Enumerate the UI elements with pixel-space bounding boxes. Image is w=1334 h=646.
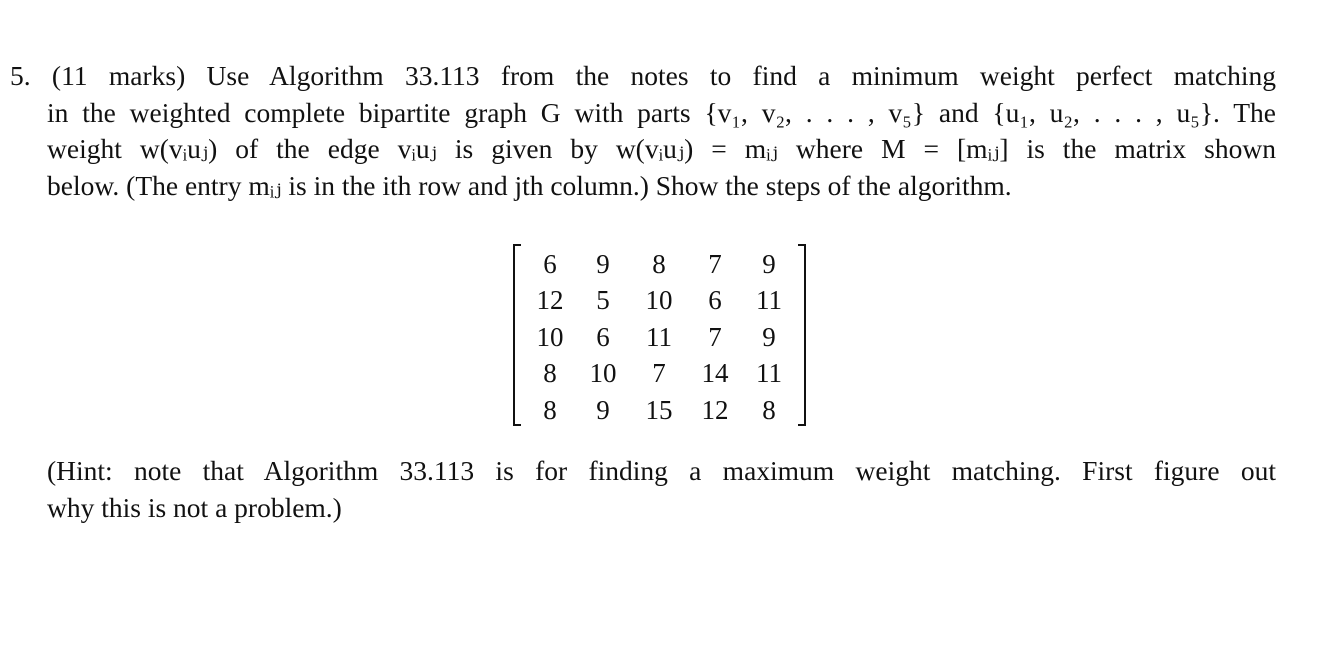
problem-line-3: weight w(vᵢuⱼ) of the edge vᵢuⱼ is given by w(vᵢuⱼ) = mᵢⱼ where M = [mᵢⱼ] is the matrix shown <box>47 133 1276 164</box>
matrix-cell: 7 <box>708 248 722 279</box>
matrix-cell: 5 <box>596 285 610 316</box>
matrix-left-bracket <box>513 244 521 426</box>
matrix-cell: 9 <box>596 248 610 279</box>
problem-line-1: 5. (11 marks) Use Algorithm 33.113 from the notes to find a minimum weight perfect matching <box>10 60 1276 91</box>
matrix-cell: 11 <box>756 358 782 389</box>
matrix-row <box>525 246 795 283</box>
matrix-row <box>525 392 795 429</box>
matrix-cell: 15 <box>645 394 673 425</box>
hint-line-2: why this is not a problem.) <box>47 491 342 523</box>
matrix-cell: 6 <box>543 248 557 279</box>
matrix-cell: 11 <box>756 285 782 316</box>
matrix-cell: 9 <box>762 321 776 352</box>
matrix-cell: 7 <box>652 358 666 389</box>
matrix-cell: 10 <box>536 321 564 352</box>
matrix-cell: 10 <box>645 285 673 316</box>
problem-line-4: below. (The entry mᵢⱼ is in the ith row and jth column.) Show the steps of the algorithm. <box>47 169 1012 201</box>
problem-statement <box>10 58 1276 204</box>
matrix-cell: 8 <box>543 394 557 425</box>
matrix-cell: 8 <box>762 394 776 425</box>
matrix-cell: 9 <box>762 248 776 279</box>
matrix-cell: 14 <box>701 358 729 389</box>
matrix-row <box>525 356 795 393</box>
matrix-table <box>525 246 795 429</box>
hint-line-1: (Hint: note that Algorithm 33.113 is for finding a maximum weight matching. First figure out <box>47 455 1276 486</box>
weight-matrix <box>513 244 806 426</box>
matrix-cell: 6 <box>708 285 722 316</box>
matrix-cell: 11 <box>646 321 672 352</box>
matrix-cell: 6 <box>596 321 610 352</box>
matrix-cell: 7 <box>708 321 722 352</box>
matrix-cell: 9 <box>596 394 610 425</box>
matrix-cell: 12 <box>536 285 564 316</box>
matrix-cell: 8 <box>652 248 666 279</box>
matrix-cell: 8 <box>543 358 557 389</box>
matrix-cell: 10 <box>589 358 617 389</box>
matrix-row <box>525 319 795 356</box>
hint-text <box>47 453 1276 526</box>
problem-line-2: in the weighted complete bipartite graph G with parts {v₁, v₂, . . . , v₅} and {u₁, u₂, . . . , u₅}. The <box>47 96 1276 128</box>
matrix-row <box>525 283 795 320</box>
matrix-right-bracket <box>798 244 806 426</box>
matrix-cell: 12 <box>701 394 729 425</box>
